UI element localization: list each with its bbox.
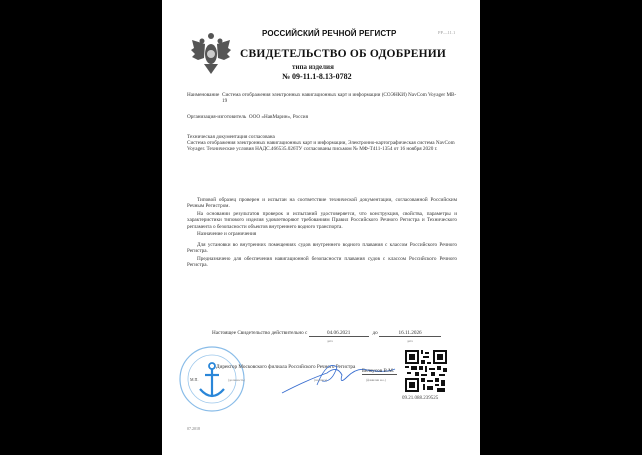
tech-docs-body: Система отображения электронных навигационных карт и информации, Электронно-картографическая система NavCom Voyager. Технические условия НАДС.466535.026ТУ согласованы письмом № МФ-Т411-1354 от 16 ноября 2020 г. bbox=[187, 140, 455, 153]
from-date-caption: дата bbox=[327, 339, 333, 343]
qr-code-icon[interactable] bbox=[405, 350, 447, 392]
product-name-value: Система отображения электронных навигационных карт и информации (СОЭНКИ) NavCom Voyager MB-19 bbox=[222, 92, 457, 105]
manufacturer bbox=[187, 114, 308, 120]
form-edition: 07.2018 bbox=[187, 426, 200, 431]
signatory-position: Директор Московского филиала Российского Речного Регистра bbox=[216, 364, 356, 370]
to-date-caption: дата bbox=[407, 339, 413, 343]
validity-label: Настоящее Свидетельство действительно с bbox=[212, 330, 308, 336]
paragraph-compliance: На основании результатов проверок и испытаний удостоверяется, что конструкция, свойства, параметры и характеристики типового изделия удовлетворяют требованиям Правил Российского Речного Регистра и Технического регламента о безопасности объектов внутреннего водного транспорта. bbox=[187, 211, 457, 230]
signature-caption: (подпись) bbox=[314, 378, 328, 382]
valid-to-date: 16.11.2026 bbox=[379, 330, 441, 337]
paragraph-purpose: Предназначено для обеспечения навигационной безопасности плавания судов с классом Российского Речного Регистра. bbox=[187, 256, 457, 269]
manufacturer-label: Организация-изготовитель bbox=[187, 114, 247, 120]
tech-docs-heading: Техническая документация согласована bbox=[187, 134, 275, 140]
certificate-page bbox=[162, 0, 480, 455]
valid-to-label: до bbox=[372, 330, 378, 336]
form-code: РР—11.1 bbox=[438, 30, 456, 35]
paragraph-installation: Для установки во внутренних помещениях судов внутреннего водного плавания с классом Российского Речного Регистра. bbox=[187, 242, 457, 255]
position-caption: (должность) bbox=[228, 378, 245, 382]
name-caption: (фамилия и.о.) bbox=[366, 378, 386, 382]
document-subtitle: типа изделия bbox=[292, 63, 334, 71]
valid-from-date: 04.06.2021 bbox=[309, 330, 369, 337]
product-name-label: Наименование bbox=[187, 92, 220, 98]
manufacturer-value: ООО «НавМарин», Россия bbox=[248, 114, 308, 120]
stamp-label: М.П. bbox=[190, 377, 199, 382]
qr-number: 09.21.088.239525 bbox=[402, 396, 439, 401]
signatory-name: Белоусов В.М. bbox=[362, 368, 397, 375]
double-headed-eagle-emblem-icon bbox=[190, 30, 232, 78]
certificate-number: № 09-11.1-8.13-0782 bbox=[282, 72, 352, 81]
paragraph-inspection: Типовой образец проверен и испытан на соответствие технической документации, согласованной Российским Речным Регистром. bbox=[187, 197, 457, 210]
register-name: РОССИЙСКИЙ РЕЧНОЙ РЕГИСТР bbox=[262, 29, 397, 38]
document-title: СВИДЕТЕЛЬСТВО ОБ ОДОБРЕНИИ bbox=[240, 48, 447, 60]
purpose-heading: Назначение и ограничения bbox=[197, 231, 257, 237]
validity-row bbox=[212, 330, 441, 343]
